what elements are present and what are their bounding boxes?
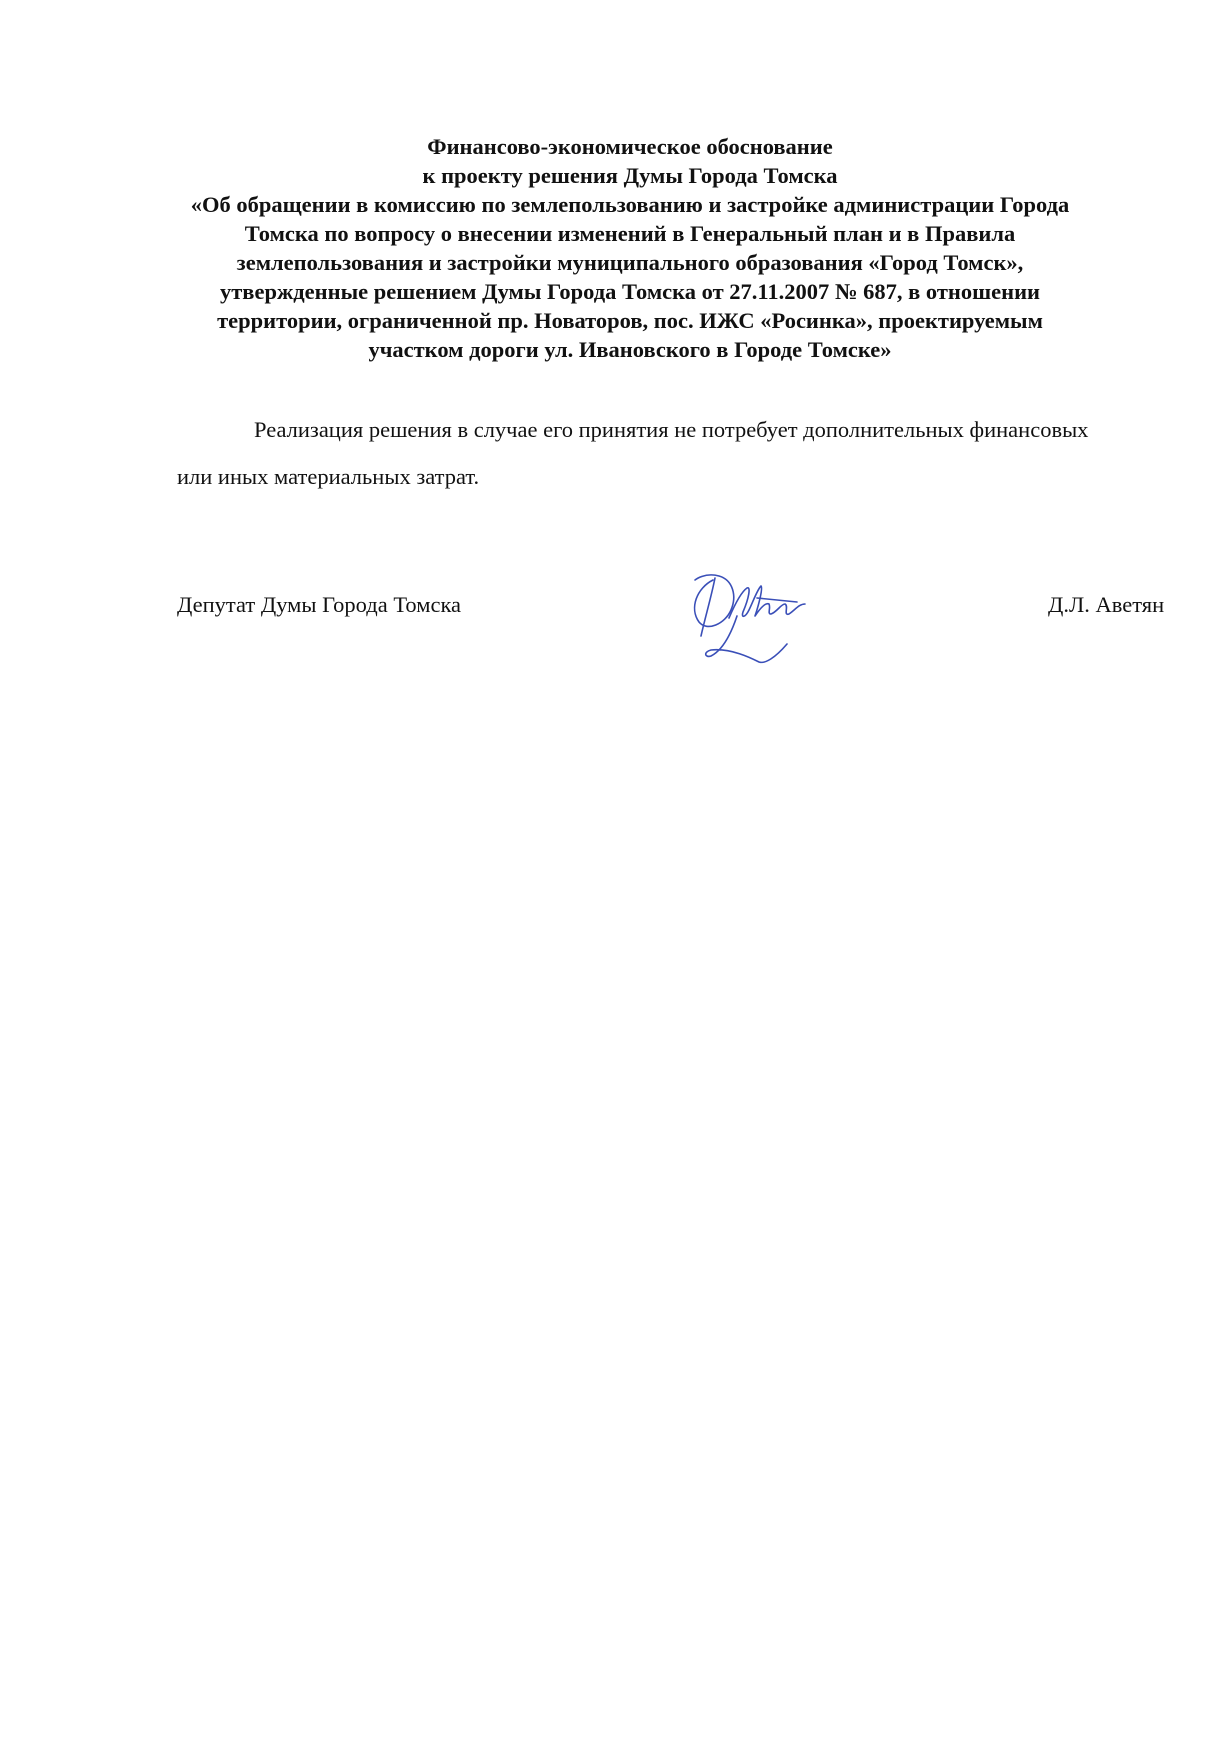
signature-strokes [695,575,805,662]
signatory-name: Д.Л. Аветян [1048,592,1165,617]
title-line: территории, ограниченной пр. Новаторов, пос. ИЖС «Росинка», проектируемым [217,308,1043,333]
signature-stroke [757,598,797,602]
title-line: утвержденные решением Думы Города Томска от 27.11.2007 № 687, в отношении [220,279,1040,304]
document-title [150,132,1110,364]
title-line: Томска по вопросу о внесении изменений в Генеральный план и в Правила [244,221,1016,246]
title-line: к проекту решения Думы Города Томска [422,163,838,188]
title-line: Финансово-экономическое обоснование [427,134,833,159]
title-line: участком дороги ул. Ивановского в Городе Томске» [368,337,892,362]
signatory-role: Депутат Думы Города Томска [177,592,462,617]
handwritten-signature [675,558,835,668]
signature-stroke [706,616,787,662]
title-line: «Об обращении в комиссию по землепользованию и застройке администрации Города [190,192,1070,217]
title-line: землепользования и застройки муниципального образования «Город Томск», [236,250,1024,275]
body-paragraph-line: или иных материальных затрат. [177,464,480,489]
body-paragraph-line: Реализация решения в случае его принятия не потребует дополнительных финансовых [254,417,1089,442]
